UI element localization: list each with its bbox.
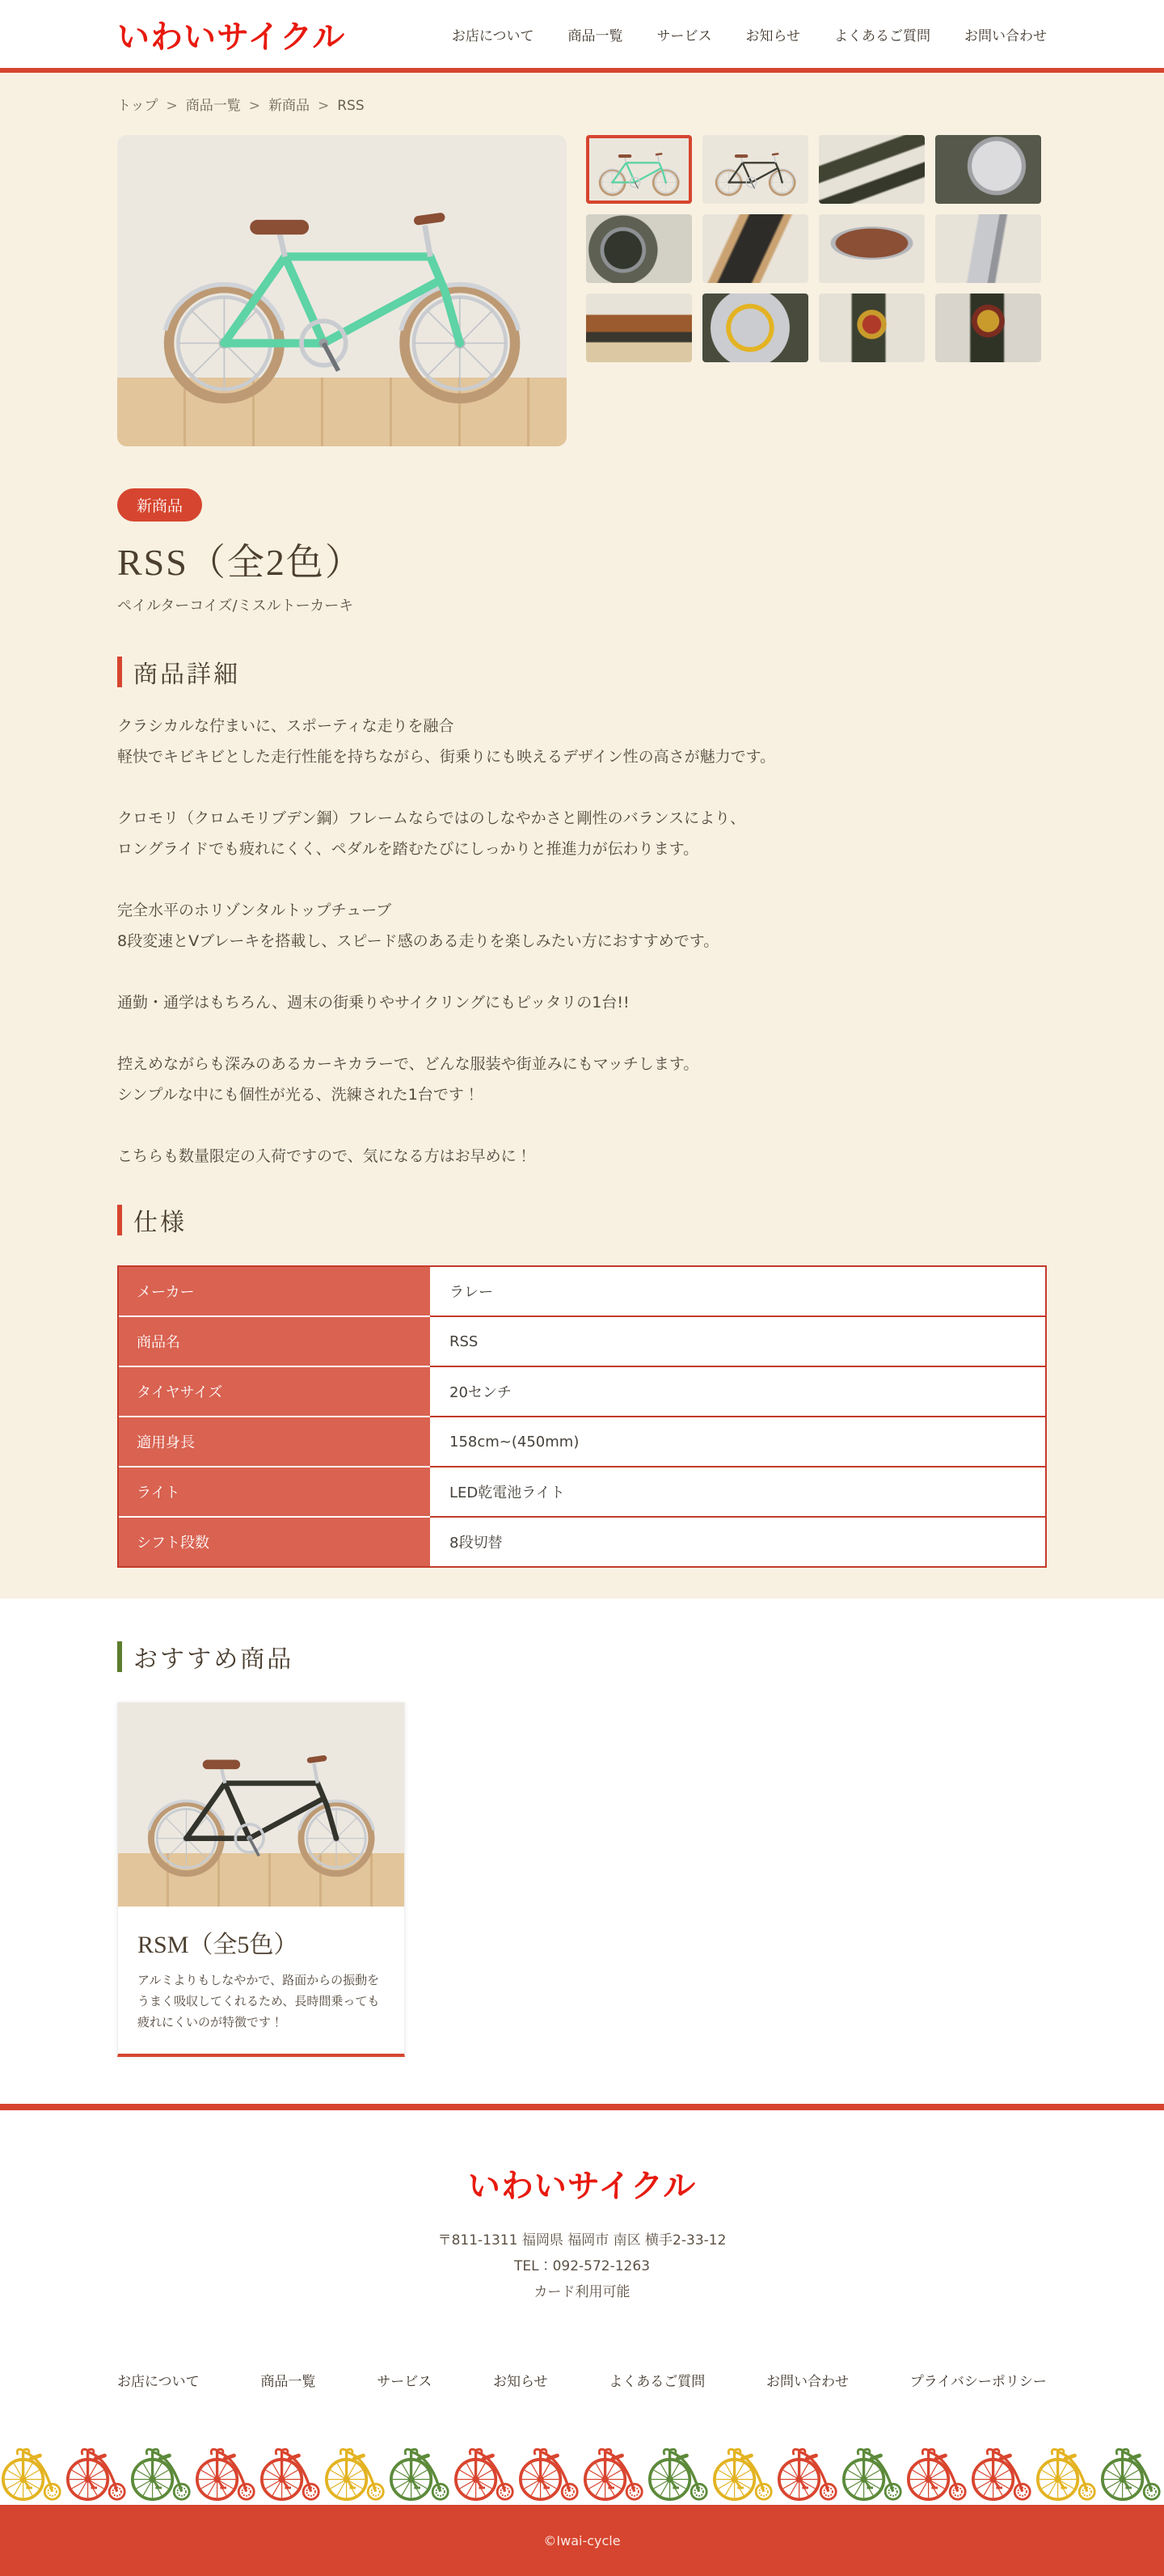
- spec-value: RSS: [430, 1317, 1045, 1367]
- penny-farthing-bike-icon: [2, 2439, 63, 2505]
- breadcrumb-item[interactable]: 新商品: [268, 98, 310, 114]
- breadcrumb-item[interactable]: 商品一覧: [185, 98, 241, 114]
- details-heading: [117, 654, 1047, 690]
- spec-table: [117, 1265, 1047, 1568]
- spec-heading-label: 仕様: [133, 1210, 187, 1236]
- header-nav-item[interactable]: お知らせ: [745, 27, 800, 44]
- penny-farthing-bike-icon: [907, 2439, 968, 2505]
- product-main: [117, 135, 1047, 1568]
- footer-card-note: カード利用可能: [534, 2284, 630, 2300]
- footer-top-divider: [0, 2104, 1164, 2110]
- footer-nav-item[interactable]: 商品一覧: [260, 2374, 316, 2389]
- penny-farthing-bike-icon: [390, 2439, 451, 2505]
- penny-farthing-bike-icon: [131, 2439, 192, 2505]
- recommend-card-bike: [138, 1717, 384, 1893]
- thumbnail-khaki-bike-side[interactable]: [702, 135, 808, 204]
- recommend-heading-label: おすすめ商品: [133, 1646, 294, 1673]
- header-nav-item[interactable]: お店について: [451, 27, 534, 44]
- spec-row: [119, 1518, 1045, 1566]
- detail-paragraph: 通勤・通学はもちろん、週末の街乗りやサイクリングにもピッタリの1台!!: [117, 994, 630, 1011]
- header-nav-item[interactable]: よくあるご質問: [834, 27, 930, 44]
- thumbnail-frame-closeup[interactable]: [819, 135, 925, 204]
- penny-farthing-bike-icon: [454, 2439, 516, 2505]
- spec-label: 商品名: [119, 1317, 430, 1367]
- spec-row: [119, 1267, 1045, 1317]
- penny-farthing-bike-icon: [1036, 2439, 1098, 2505]
- main-product-image-bike: [149, 157, 535, 424]
- footer-address: 〒811-1311 福岡県 福岡市 南区 横手2-33-12: [437, 2232, 727, 2249]
- spec-heading: [117, 1202, 1047, 1238]
- thumbnail-wheel-badge-closeup[interactable]: [702, 293, 808, 362]
- breadcrumb-item[interactable]: トップ: [117, 98, 158, 114]
- header-nav-item[interactable]: サービス: [656, 27, 712, 44]
- footer-nav-item[interactable]: よくあるご質問: [609, 2374, 706, 2389]
- footer-tel: TEL：092-572-1263: [513, 2258, 651, 2274]
- product-title: RSS（全2色）: [117, 542, 364, 583]
- product-details-paragraphs: [117, 711, 1047, 1172]
- footer-nav-item[interactable]: お知らせ: [492, 2374, 548, 2389]
- spec-value: LED乾電池ライト: [430, 1467, 1045, 1518]
- breadcrumb: [117, 73, 1047, 120]
- penny-farthing-bike-icon: [325, 2439, 386, 2505]
- recommend-card-title: RSM（全5色）: [137, 1932, 298, 1958]
- penny-farthing-bike-icon: [778, 2439, 839, 2505]
- penny-farthing-bike-icon: [713, 2439, 774, 2505]
- penny-farthing-bike-icon: [972, 2439, 1033, 2505]
- thumbnail-grid: [586, 135, 1044, 446]
- detail-paragraph: 完全水平のホリゾンタルトップチューブ 8段変速とVブレーキを搭載し、スピード感のある走りを楽しみたい方におすすめです。: [117, 902, 719, 950]
- footer-nav-item[interactable]: サービス: [377, 2374, 432, 2389]
- thumbnail-crankset-closeup[interactable]: [935, 135, 1041, 204]
- recommend-heading: [117, 1639, 1047, 1674]
- penny-farthing-bike-icon: [260, 2439, 322, 2505]
- header-nav-item[interactable]: お問い合わせ: [964, 27, 1047, 44]
- thumbnail-seat-tube-badge-closeup[interactable]: [935, 293, 1041, 362]
- recommend-card-image: [118, 1703, 404, 1907]
- detail-paragraph: クラシカルな佇まいに、スポーティな走りを融合 軽快でキビキビとした走行性能を持ちながら、街乗りにも映えるデザイン性の高さが魅力です。: [117, 717, 776, 766]
- header-nav-item[interactable]: 商品一覧: [567, 27, 623, 44]
- details-heading-label: 商品詳細: [133, 661, 240, 688]
- header-nav: [452, 24, 1047, 44]
- thumbnail-tire-closeup[interactable]: [702, 214, 808, 283]
- thumbnail-stem-closeup[interactable]: [935, 214, 1041, 283]
- thumbnail-frame-logo-closeup[interactable]: [819, 293, 925, 362]
- footer-nav-item[interactable]: お店について: [117, 2374, 200, 2389]
- spec-label: メーカー: [119, 1267, 430, 1317]
- detail-paragraph: こちらも数量限定の入荷ですので、気になる方はお早めに！: [117, 1147, 532, 1165]
- heading-accent-bar-green: [117, 1641, 122, 1672]
- penny-farthing-bike-icon: [66, 2439, 128, 2505]
- site-header: [0, 0, 1164, 73]
- product-gallery: [117, 135, 1047, 446]
- spec-value: 8段切替: [430, 1518, 1045, 1566]
- copyright: ©Iwai-cycle: [543, 2532, 621, 2549]
- spec-value: ラレー: [430, 1267, 1045, 1317]
- main-product-image: [117, 135, 567, 446]
- spec-section: [117, 1202, 1047, 1568]
- footer-red-bar: [0, 2505, 1164, 2576]
- spec-label: シフト段数: [119, 1518, 430, 1566]
- product-subtitle: ペイルターコイズ/ミスルトーカーキ: [117, 598, 354, 614]
- spec-label: タイヤサイズ: [119, 1367, 430, 1417]
- site-logo[interactable]: いわいサイクル: [117, 18, 346, 56]
- recommend-section: [0, 1598, 1164, 2104]
- spec-table-body: [119, 1267, 1045, 1566]
- penny-farthing-bike-icon: [842, 2439, 904, 2505]
- thumbnail-saddle-closeup[interactable]: [819, 214, 925, 283]
- penny-farthing-bike-icon: [519, 2439, 580, 2505]
- new-product-badge: 新商品: [117, 488, 202, 522]
- footer-address-block: [0, 2228, 1164, 2305]
- product-details-section: [117, 654, 1047, 1172]
- thumbnail-grip-closeup[interactable]: [586, 293, 692, 362]
- decorative-bike-strip: [0, 2440, 1164, 2576]
- detail-paragraph: 控えめながらも深みのあるカーキカラーで、どんな服装や街並みにもマッチします。 シンプルな中にも個性が光る、洗練された1台です！: [117, 1055, 699, 1104]
- spec-row: [119, 1417, 1045, 1467]
- breadcrumb-separator: >: [318, 98, 330, 114]
- heading-accent-bar: [117, 1205, 122, 1235]
- spec-value: 20センチ: [430, 1367, 1045, 1417]
- recommend-card[interactable]: [117, 1702, 405, 2057]
- penny-farthing-bike-icon: [196, 2439, 257, 2505]
- penny-farthing-bike-icon: [1101, 2439, 1162, 2505]
- spec-row: [119, 1317, 1045, 1367]
- detail-paragraph: クロモリ（クロムモリブデン鋼）フレームならではのしなやかさと剛性のバランスにより、 ロングライドでも疲れにくく、ペダルを踏むたびにしっかりと推進力が伝わります。: [117, 809, 746, 858]
- spec-label: 適用身長: [119, 1417, 430, 1467]
- thumbnail-mint-bike-side[interactable]: [586, 135, 692, 204]
- footer-nav: [117, 2370, 1047, 2390]
- breadcrumb-separator: >: [248, 98, 260, 114]
- heading-accent-bar: [117, 657, 122, 687]
- penny-farthing-bike-icon: [584, 2439, 645, 2505]
- breadcrumb-item: RSS: [337, 98, 365, 114]
- recommend-card-description: アルミよりもしなやかで、路面からの振動をうまく吸収してくれるため、長時間乗っても疲れにくいのが特徴です！: [137, 1973, 380, 2029]
- site-footer: [0, 2110, 1164, 2576]
- spec-row: [119, 1467, 1045, 1518]
- footer-nav-item[interactable]: お問い合わせ: [766, 2374, 849, 2389]
- penny-farthing-row: [0, 2439, 1164, 2505]
- penny-farthing-bike-icon: [648, 2439, 710, 2505]
- spec-label: ライト: [119, 1467, 430, 1518]
- breadcrumb-separator: >: [166, 98, 178, 114]
- thumbnail-rear-derailleur-closeup[interactable]: [586, 214, 692, 283]
- footer-nav-item[interactable]: プライバシーポリシー: [909, 2374, 1047, 2389]
- footer-logo[interactable]: いわいサイクル: [467, 2168, 697, 2205]
- spec-row: [119, 1367, 1045, 1417]
- spec-value: 158cm~(450mm): [430, 1417, 1045, 1467]
